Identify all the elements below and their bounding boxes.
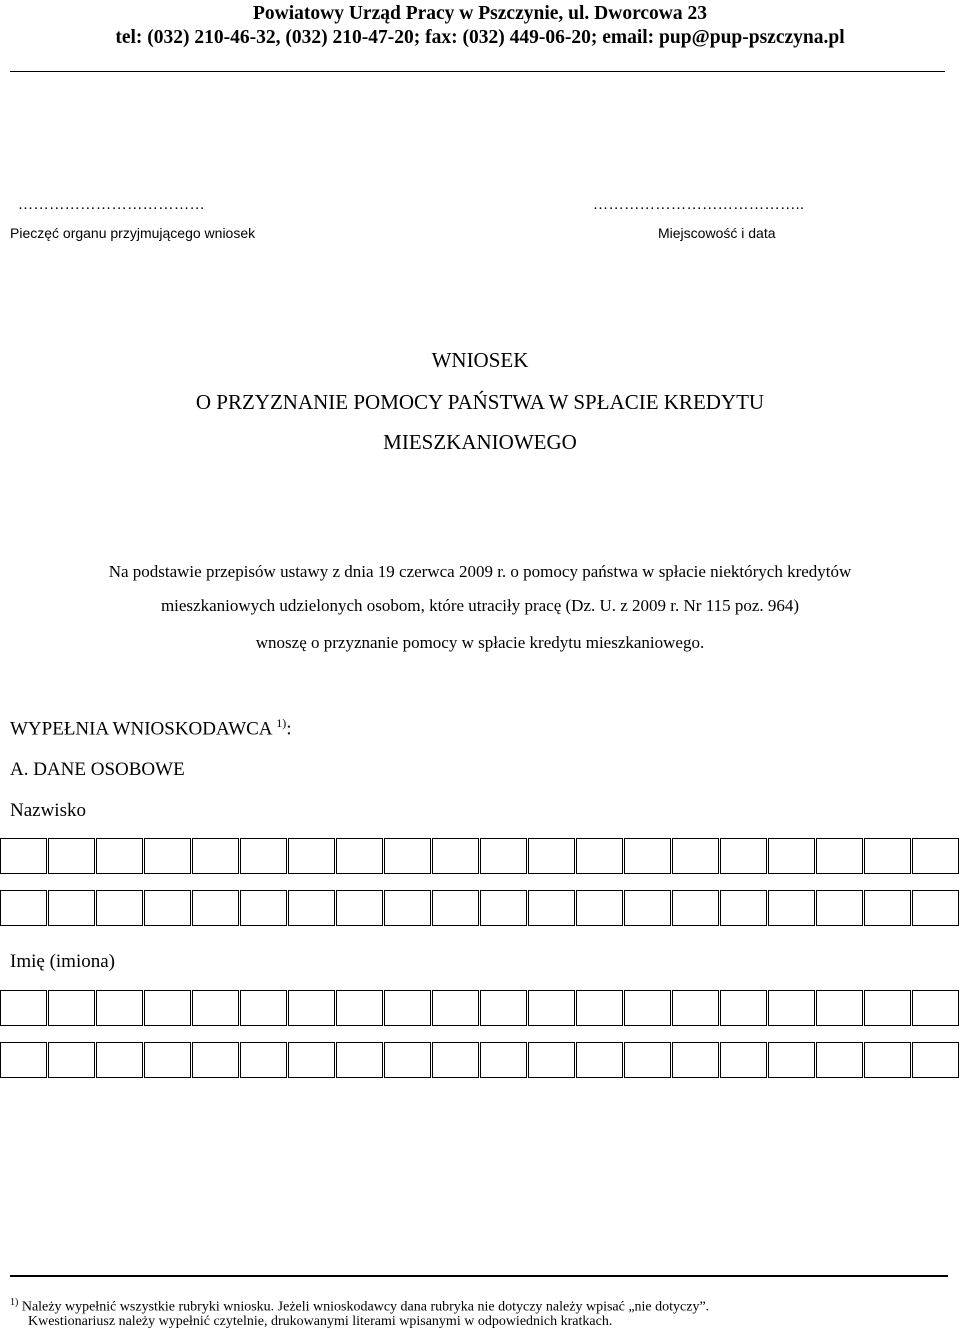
first-names-boxes-row-1[interactable] [0, 990, 960, 1026]
letter-box[interactable] [672, 890, 719, 926]
footnote-divider [10, 1275, 948, 1277]
letter-box[interactable] [240, 890, 287, 926]
letter-box[interactable] [576, 890, 623, 926]
letter-box[interactable] [288, 838, 335, 874]
letter-box[interactable] [768, 990, 815, 1026]
letter-box[interactable] [912, 990, 959, 1026]
first-names-boxes-row-2[interactable] [0, 1042, 960, 1078]
letter-box[interactable] [768, 1042, 815, 1078]
header-divider [10, 71, 945, 72]
footnote-ref: 1) [276, 716, 287, 730]
place-date-dotted-line: ………………………………….. [593, 197, 805, 213]
letter-box[interactable] [864, 890, 911, 926]
letter-box[interactable] [768, 838, 815, 874]
letter-box[interactable] [528, 838, 575, 874]
letter-box[interactable] [912, 838, 959, 874]
letter-box[interactable] [864, 838, 911, 874]
letter-box[interactable] [672, 838, 719, 874]
stamp-dotted-line: ……………………………… [18, 197, 206, 213]
letter-box[interactable] [576, 990, 623, 1026]
letter-box[interactable] [672, 1042, 719, 1078]
letter-box[interactable] [528, 1042, 575, 1078]
letter-box[interactable] [384, 890, 431, 926]
surname-label: Nazwisko [10, 800, 86, 821]
letter-box[interactable] [0, 890, 47, 926]
letter-box[interactable] [96, 838, 143, 874]
letter-box[interactable] [624, 890, 671, 926]
letter-box[interactable] [720, 890, 767, 926]
footnote-line-1: $^{1)}$ Należy wypełnić wszystkie rubryki wniosku. Jeżeli wnioskodawcy dana rubryka nie dotyczy należy wpisać „nie dotyczy”. [10, 1297, 710, 1315]
letter-box[interactable] [192, 838, 239, 874]
letter-box[interactable] [192, 990, 239, 1026]
letter-box[interactable] [288, 990, 335, 1026]
letter-box[interactable] [432, 1042, 479, 1078]
document-subtitle-cont: MIESZKANIOWEGO [383, 430, 577, 454]
letter-box[interactable] [336, 838, 383, 874]
letter-box[interactable] [432, 990, 479, 1026]
letter-box[interactable] [624, 990, 671, 1026]
letter-box[interactable] [480, 838, 527, 874]
footnote-marker: 1) [10, 1297, 19, 1308]
letter-box[interactable] [576, 1042, 623, 1078]
surname-boxes-row-2[interactable] [0, 890, 960, 926]
letter-box[interactable] [816, 1042, 863, 1078]
letter-box[interactable] [48, 838, 95, 874]
legal-basis-line-1: Na podstawie przepisów ustawy z dnia 19 czerwca 2009 r. o pomocy państwa w spłacie niektórych kredytów [108, 562, 852, 581]
letter-box[interactable] [336, 890, 383, 926]
letter-box[interactable] [480, 990, 527, 1026]
letter-box[interactable] [96, 890, 143, 926]
letter-box[interactable] [48, 990, 95, 1026]
letter-box[interactable] [0, 1042, 47, 1078]
letter-box[interactable] [912, 890, 959, 926]
office-address: Powiatowy Urząd Pracy w Pszczynie, ul. Dworcowa 23 [252, 3, 707, 24]
letter-box[interactable] [192, 1042, 239, 1078]
document-subtitle: O PRZYZNANIE POMOCY PAŃSTWA W SPŁACIE KREDYTU [195, 390, 765, 414]
request-statement: wnoszę o przyznanie pomocy w spłacie kredytu mieszkaniowego. [255, 633, 705, 652]
letter-box[interactable] [0, 990, 47, 1026]
letter-box[interactable] [816, 890, 863, 926]
footnote-line-2: Kwestionariusz należy wypełnić czytelnie, drukowanymi literami wpisanymi w odpowiednich kratkach. [28, 1314, 613, 1329]
letter-box[interactable] [720, 838, 767, 874]
letter-box[interactable] [528, 890, 575, 926]
letter-box[interactable] [672, 990, 719, 1026]
letter-box[interactable] [0, 838, 47, 874]
letter-box[interactable] [864, 1042, 911, 1078]
section-a-heading: A. DANE OSOBOWE [10, 759, 185, 780]
letter-box[interactable] [720, 990, 767, 1026]
letter-box[interactable] [816, 990, 863, 1026]
letter-box[interactable] [912, 1042, 959, 1078]
letter-box[interactable] [144, 838, 191, 874]
legal-basis-line-2: mieszkaniowych udzielonych osobom, które utraciły pracę (Dz. U. z 2009 r. Nr 115 poz. 964) [160, 596, 800, 615]
letter-box[interactable] [624, 1042, 671, 1078]
letter-box[interactable] [432, 890, 479, 926]
letter-box[interactable] [384, 1042, 431, 1078]
letter-box[interactable] [864, 990, 911, 1026]
letter-box[interactable] [96, 990, 143, 1026]
letter-box[interactable] [240, 838, 287, 874]
applicant-fill-heading: WYPEŁNIA WNIOSKODAWCA $^{1)}$: [10, 716, 292, 740]
letter-box[interactable] [432, 838, 479, 874]
letter-box[interactable] [48, 890, 95, 926]
letter-box[interactable] [384, 838, 431, 874]
letter-box[interactable] [480, 890, 527, 926]
letter-box[interactable] [768, 890, 815, 926]
letter-box[interactable] [240, 990, 287, 1026]
letter-box[interactable] [48, 1042, 95, 1078]
letter-box[interactable] [576, 838, 623, 874]
letter-box[interactable] [144, 990, 191, 1026]
letter-box[interactable] [336, 1042, 383, 1078]
office-contacts: tel: (032) 210-46-32, (032) 210-47-20; fax: (032) 449-06-20; email: pup@pup-pszczyna.pl [115, 27, 845, 48]
letter-box[interactable] [288, 1042, 335, 1078]
letter-box[interactable] [720, 1042, 767, 1078]
letter-box[interactable] [240, 1042, 287, 1078]
letter-box[interactable] [624, 838, 671, 874]
first-names-label: Imię (imiona) [10, 951, 115, 972]
letter-box[interactable] [144, 1042, 191, 1078]
letter-box[interactable] [384, 990, 431, 1026]
stamp-caption: Pieczęć organu przyjmującego wniosek [10, 225, 256, 241]
place-date-caption: Miejscowość i data [658, 225, 776, 241]
letter-box[interactable] [288, 890, 335, 926]
letter-box[interactable] [144, 890, 191, 926]
letter-box[interactable] [336, 990, 383, 1026]
document-title: WNIOSEK [431, 348, 529, 372]
surname-boxes-row-1[interactable] [0, 838, 960, 874]
letter-box[interactable] [480, 1042, 527, 1078]
letter-box[interactable] [192, 890, 239, 926]
letter-box[interactable] [816, 838, 863, 874]
letter-box[interactable] [528, 990, 575, 1026]
letter-box[interactable] [96, 1042, 143, 1078]
